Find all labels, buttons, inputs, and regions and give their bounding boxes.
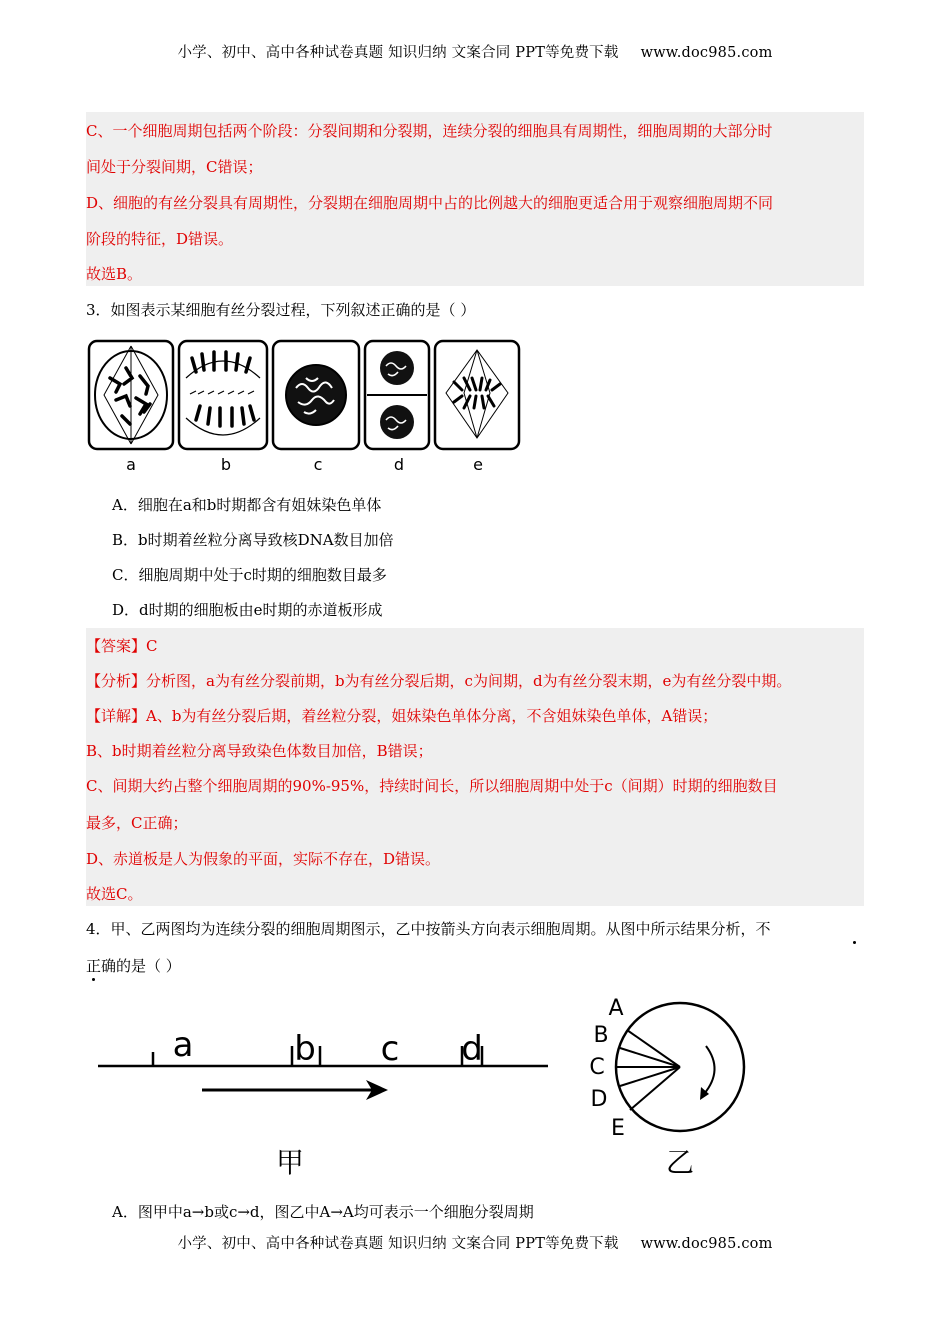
page-footer (0, 1232, 950, 1253)
fig-label-d: d (393, 455, 405, 474)
q4-stem-line1: 4．甲、乙两图均为连续分裂的细胞周期图示，乙中按箭头方向表示细胞周期。从图中所示结果分析，不 (86, 920, 771, 938)
header-site: www.doc985.com (640, 45, 773, 61)
q3-detail-a: 【详解】A、b为有丝分裂后期，着丝粒分裂，姐妹染色单体分离，不含姐妹染色单体，A错误； (86, 707, 718, 725)
q3-option-a: A．细胞在a和b时期都含有姐妹染色单体 (112, 496, 382, 514)
figure-yi (580, 990, 760, 1185)
page-header (0, 41, 950, 62)
cell-c-figure (273, 341, 359, 449)
prev-option-d-line1: D、细胞的有丝分裂具有周期性，分裂期在细胞周期中占的比例越大的细胞更适合用于观察细胞周期不同 (86, 194, 774, 212)
footer-site: www.doc985.com (640, 1236, 773, 1252)
fig-label-c: c (313, 455, 323, 474)
fig-label-a: a (126, 455, 136, 474)
q3-stem: 3．如图表示某细胞有丝分裂过程，下列叙述正确的是（ ） (86, 301, 476, 319)
cell-b-figure (179, 341, 267, 449)
prev-option-c-line2: 间处于分裂间期，C错误； (86, 158, 263, 176)
yi-label-e: E (611, 1116, 625, 1141)
yi-label-a: A (608, 996, 624, 1021)
emphasis-dot (853, 941, 856, 944)
q3-conclusion: 故选C。 (86, 885, 143, 903)
cell-e-figure (435, 341, 519, 449)
jia-label-b: b (294, 1029, 316, 1069)
yi-label-d: D (590, 1087, 608, 1112)
q3-answer: 【答案】C (86, 637, 158, 655)
cell-a-figure (89, 341, 173, 449)
q3-option-b: B．b时期着丝粒分离导致核DNA数目加倍 (112, 531, 394, 549)
header-title: 小学、初中、高中各种试卷真题 知识归纳 文案合同 PPT等免费下载 (177, 45, 619, 61)
prev-option-d-line2: 阶段的特征，D错误。 (86, 230, 234, 248)
q3-detail-b: B、b时期着丝粒分离导致染色体数目加倍，B错误； (86, 742, 433, 760)
jia-label-a: a (172, 1025, 194, 1065)
q3-detail-c-line2: 最多，C正确； (86, 814, 188, 832)
q3-analysis: 【分析】分析图，a为有丝分裂前期，b为有丝分裂后期，c为间期，d为有丝分裂末期，e为有丝分裂中期。 (86, 672, 792, 690)
jia-label-c: c (380, 1029, 400, 1069)
q4-option-a: A．图甲中a→b或c→d，图乙中A→A均可表示一个细胞分裂周期 (112, 1203, 534, 1221)
cell-d-figure (365, 341, 429, 449)
q3-detail-c-line1: C、间期大约占整个细胞周期的90%-95%，持续时间长，所以细胞周期中处于c（间期）时期的细胞数目 (86, 777, 778, 795)
yi-label-c: C (589, 1055, 605, 1080)
fig-label-b: b (220, 455, 232, 474)
footer-title: 小学、初中、高中各种试卷真题 知识归纳 文案合同 PPT等免费下载 (177, 1236, 619, 1252)
q4-stem-line2: 正确的是（ ） (86, 957, 181, 975)
figure-jia (90, 1010, 560, 1185)
emphasis-dot (92, 978, 95, 981)
q3-detail-d: D、赤道板是人为假象的平面，实际不存在，D错误。 (86, 850, 441, 868)
yi-label-b: B (593, 1023, 609, 1048)
jia-caption: 甲 (275, 1146, 305, 1179)
q3-option-c: C．细胞周期中处于c时期的细胞数目最多 (112, 566, 387, 584)
jia-label-d: d (461, 1029, 483, 1069)
q3-mitosis-figure (86, 338, 524, 480)
q3-option-d: D．d时期的细胞板由e时期的赤道板形成 (112, 601, 383, 619)
prev-conclusion: 故选B。 (86, 265, 143, 283)
yi-caption: 乙 (665, 1146, 695, 1179)
fig-label-e: e (473, 455, 483, 474)
prev-option-c-line1: C、一个细胞周期包括两个阶段：分裂间期和分裂期，连续分裂的细胞具有周期性，细胞周期的大部分时 (86, 122, 773, 140)
